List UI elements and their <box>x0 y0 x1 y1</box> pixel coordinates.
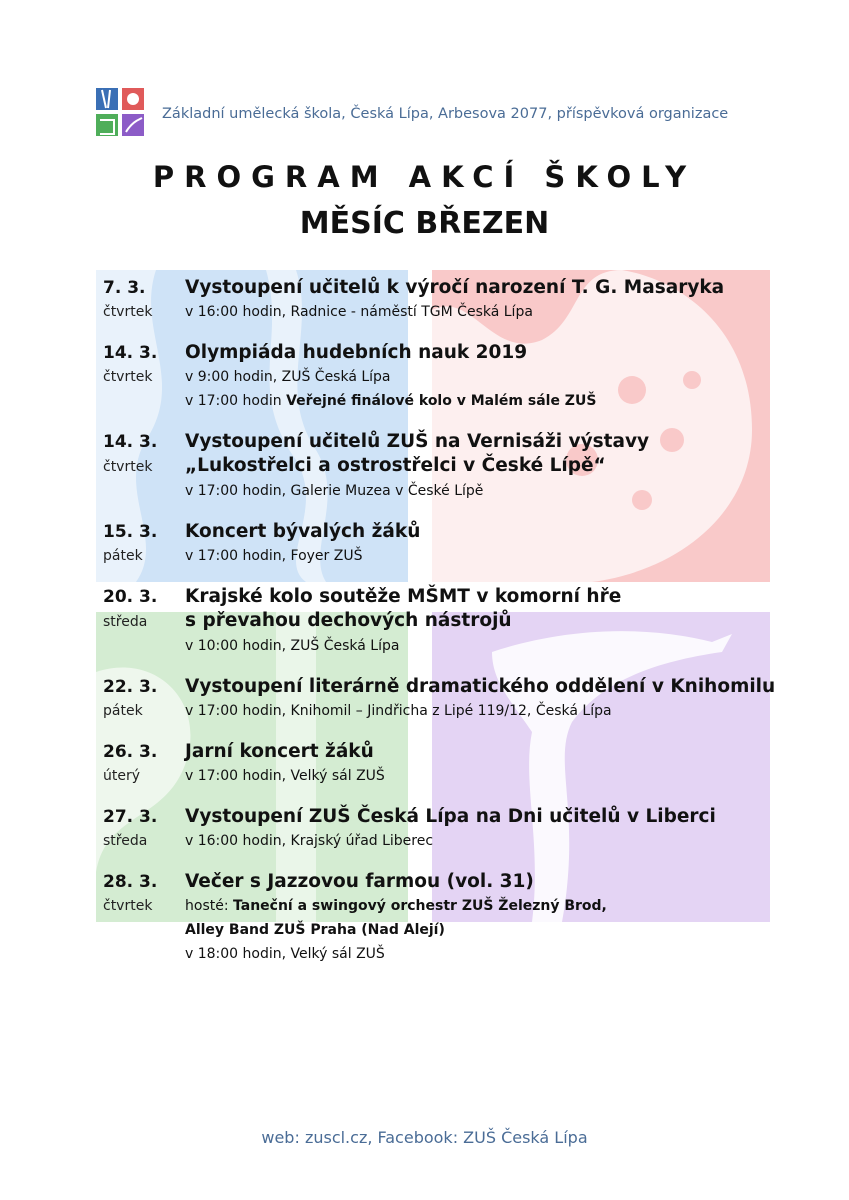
event-detail: v 17:00 hodin, Galerie Muzea v České Lípě <box>185 483 484 499</box>
event-detail: v 9:00 hodin, ZUŠ Česká Lípa <box>185 369 391 385</box>
event-title-line2: „Lukostřelci a ostrostřelci v České Lípě“ <box>185 455 606 476</box>
event-day: čtvrtek <box>103 304 153 320</box>
event-title: Vystoupení učitelů ZUŠ na Vernisáži výstavy <box>185 431 650 452</box>
event-guests-line1: Taneční a swingový orchestr ZUŠ Železný Brod, <box>233 898 607 914</box>
event-day: středa <box>103 614 148 630</box>
event-title: Koncert bývalých žáků <box>185 521 421 542</box>
event-day: čtvrtek <box>103 898 153 914</box>
events-list <box>103 276 776 983</box>
event-day: středa <box>103 833 148 849</box>
event-date: 15. 3. <box>103 522 158 542</box>
event-detail: v 18:00 hodin, Velký sál ZUŠ <box>185 946 385 962</box>
event-detail: v 17:00 hodin, Foyer ZUŠ <box>185 548 363 564</box>
event-item <box>103 276 763 324</box>
event-detail: v 10:00 hodin, ZUŠ Česká Lípa <box>185 638 400 654</box>
event-item <box>103 870 763 966</box>
event-item <box>103 740 763 788</box>
event-date: 14. 3. <box>103 432 158 452</box>
event-item <box>103 585 763 658</box>
event-title: Vystoupení ZUŠ Česká Lípa na Dni učitelů v Liberci <box>185 806 716 827</box>
event-detail-highlight: Veřejné finálové kolo v Malém sále ZUŠ <box>286 393 597 409</box>
event-date: 28. 3. <box>103 872 158 892</box>
event-detail: v 16:00 hodin, Radnice - náměstí TGM Česká Lípa <box>185 304 533 320</box>
event-title: Krajské kolo soutěže MŠMT v komorní hře <box>185 586 622 607</box>
event-day: čtvrtek <box>103 459 153 475</box>
event-title: Jarní koncert žáků <box>185 741 374 762</box>
page-subtitle: MĚSÍC BŘEZEN <box>299 206 550 241</box>
event-title: Vystoupení literárně dramatického oddělení v Knihomilu <box>185 676 776 697</box>
event-day: čtvrtek <box>103 369 153 385</box>
event-detail: v 16:00 hodin, Krajský úřad Liberec <box>185 833 434 849</box>
event-item <box>103 430 763 503</box>
event-guests: hosté: Taneční a swingový orchestr ZUŠ Železný Brod, <box>185 898 607 914</box>
school-logo <box>96 88 146 138</box>
event-item <box>103 675 776 723</box>
footer-contact: web: zuscl.cz, Facebook: ZUŠ Česká Lípa <box>261 1128 588 1147</box>
event-item <box>103 341 763 413</box>
event-date: 14. 3. <box>103 343 158 363</box>
event-detail: v 17:00 hodin, Knihomil – Jindřicha z Lipé 119/12, Česká Lípa <box>185 703 612 719</box>
page-title: PROGRAM AKCÍ ŠKOLY <box>152 160 697 194</box>
event-detail: v 17:00 hodin, Velký sál ZUŠ <box>185 768 385 784</box>
event-date: 26. 3. <box>103 742 158 762</box>
event-title: Večer s Jazzovou farmou (vol. 31) <box>185 871 534 892</box>
event-title: Olympiáda hudebních nauk 2019 <box>185 342 528 363</box>
event-day: pátek <box>103 548 143 564</box>
event-title: Vystoupení učitelů k výročí narození T. G. Masaryka <box>185 277 725 298</box>
event-date: 20. 3. <box>103 587 158 607</box>
school-name: Základní umělecká škola, Česká Lípa, Arbesova 2077, příspěvková organizace <box>162 106 729 122</box>
event-guests-line2: Alley Band ZUŠ Praha (Nad Alejí) <box>185 922 445 938</box>
event-day: pátek <box>103 703 143 719</box>
event-day: úterý <box>103 768 141 784</box>
event-date: 27. 3. <box>103 807 158 827</box>
event-title-line2: s převahou dechových nástrojů <box>185 610 512 631</box>
event-item <box>103 520 763 568</box>
event-detail: v 17:00 hodin Veřejné finálové kolo v Malém sále ZUŠ <box>185 393 597 409</box>
event-item <box>103 805 763 853</box>
event-date: 22. 3. <box>103 677 158 697</box>
event-date: 7. 3. <box>103 278 146 298</box>
